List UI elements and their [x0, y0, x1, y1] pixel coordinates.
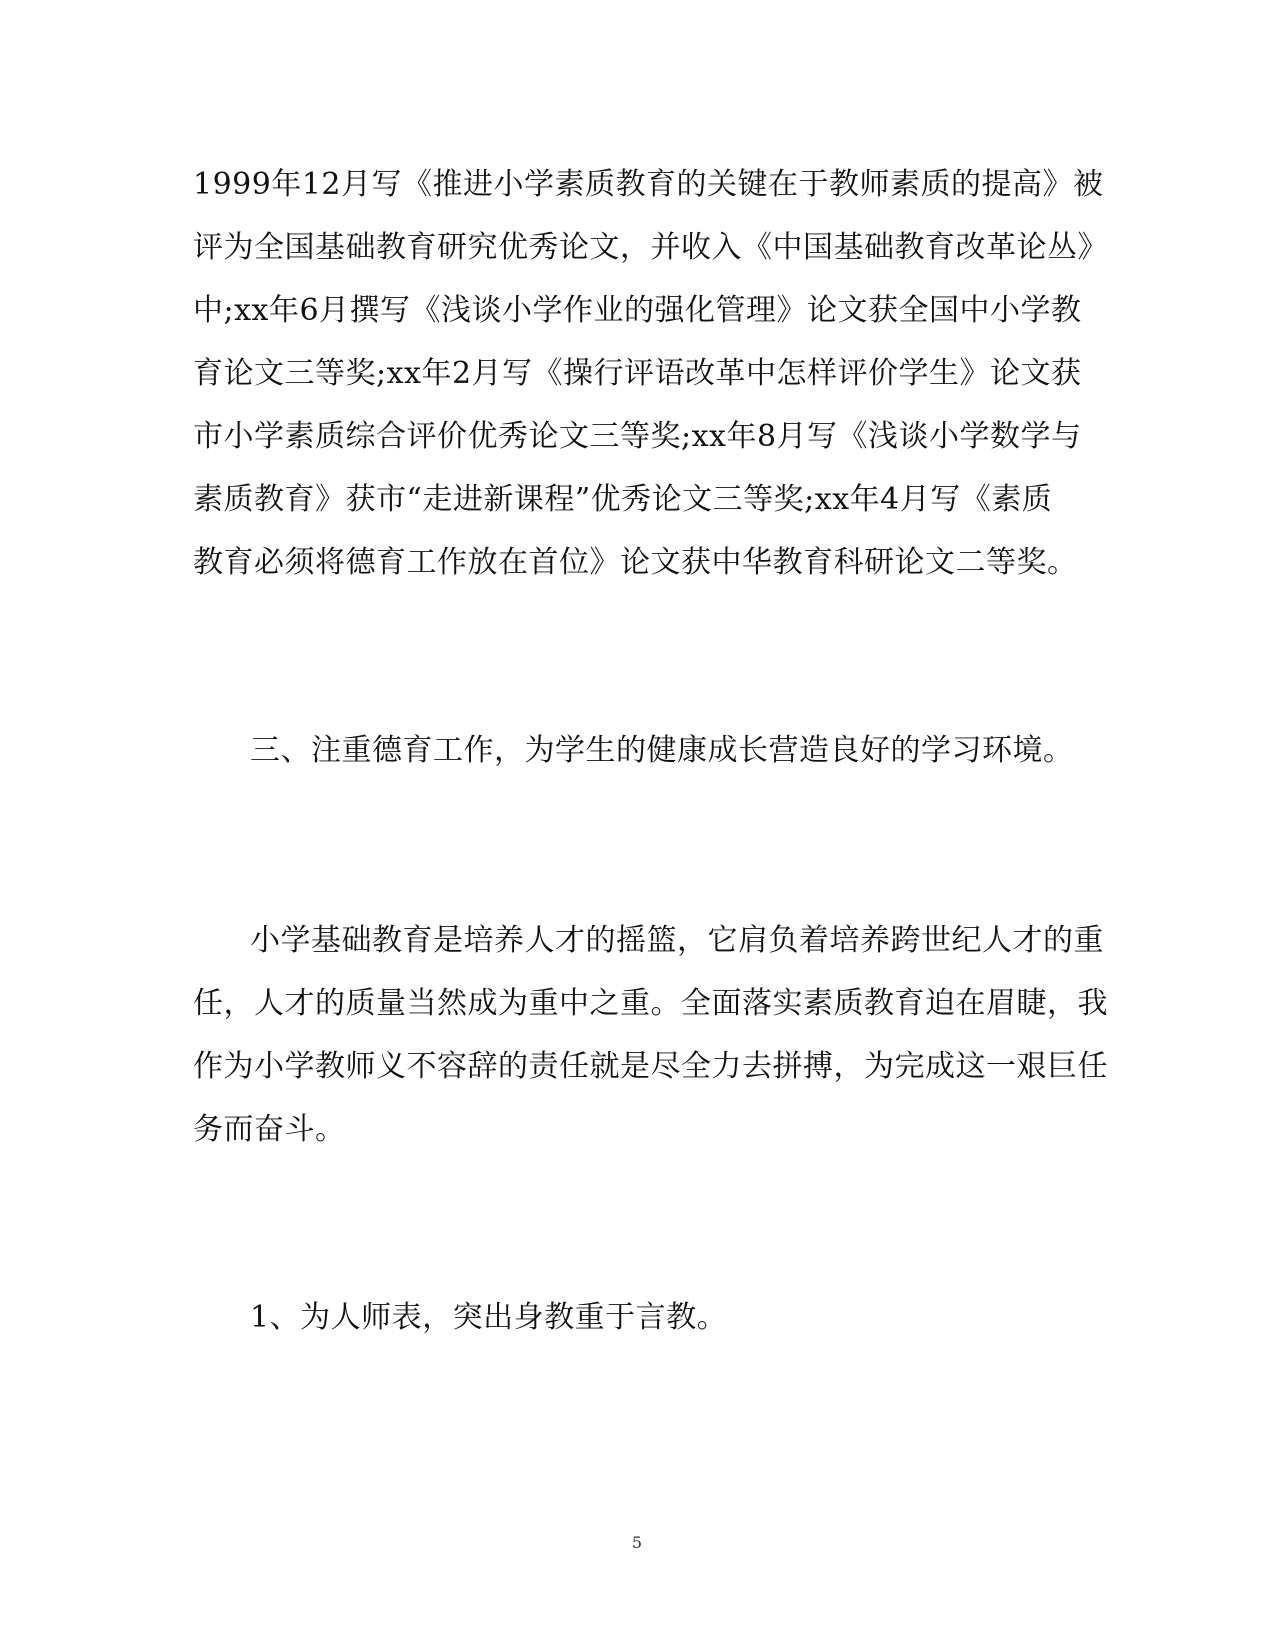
paragraph-1-line-6: 素质教育》获市“走进新课程”优秀论文三等奖;xx年4月写《素质: [193, 482, 1053, 517]
section-heading-3: 三、注重德育工作，为学生的健康成长营造良好的学习环境。: [250, 733, 1074, 768]
subheading-1: 1、为人师表，突出身教重于言教。: [250, 1300, 728, 1335]
paragraph-1-line-7: 教育必须将德育工作放在首位》论文获中华教育科研论文二等奖。: [193, 545, 1078, 580]
paragraph-1-line-4: 育论文三等奖;xx年2月写《操行评语改革中怎样评价学生》论文获: [193, 356, 1082, 391]
paragraph-2-line-4: 务而奋斗。: [193, 1112, 346, 1147]
paragraph-1-line-3: 中;xx年6月撰写《浅谈小学作业的强化管理》论文获全国中小学教: [193, 293, 1082, 328]
paragraph-2-line-3: 作为小学教师义不容辞的责任就是尽全力去拼搏，为完成这一艰巨任: [193, 1049, 1108, 1084]
paragraph-2-line-1: 小学基础教育是培养人才的摇篮，它肩负着培养跨世纪人才的重: [250, 923, 1104, 958]
paragraph-1-line-5: 市小学素质综合评价优秀论文三等奖;xx年8月写《浅谈小学数学与: [193, 419, 1082, 454]
paragraph-1-line-2: 评为全国基础教育研究优秀论文，并收入《中国基础教育改革论丛》: [193, 230, 1108, 265]
paragraph-1-line-1: 1999年12月写《推进小学素质教育的关键在于教师素质的提高》被: [193, 167, 1104, 202]
page-number: 5: [631, 1533, 643, 1552]
paragraph-2-line-2: 任，人才的质量当然成为重中之重。全面落实素质教育迫在眉睫，我: [193, 986, 1108, 1021]
